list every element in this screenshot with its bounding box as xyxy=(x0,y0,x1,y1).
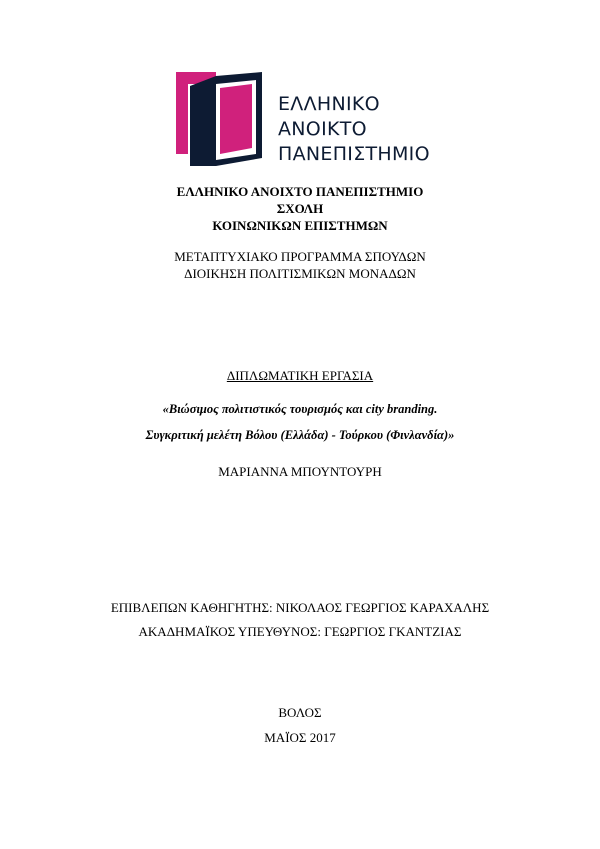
thesis-title-line-1: «Βιώσιμος πολιτιστικός τουρισμός και city branding. xyxy=(162,402,438,416)
city-label: ΒΟΛΟΣ xyxy=(278,705,322,720)
program-subtitle: ΔΙΟΙΚΗΣΗ ΠΟΛΙΤΙΣΜΙΚΩΝ ΜΟΝΑΔΩΝ xyxy=(184,266,416,281)
thesis-title-line-2: Συγκριτική μελέτη Βόλου (Ελλάδα) - Τούρκου (Φινλανδία)» xyxy=(145,428,455,442)
academic-responsible-line: ΑΚΑΔΗΜΑΪΚΟΣ ΥΠΕΥΘΥΝΟΣ: ΓΕΩΡΓΙΟΣ ΓΚΑΝΤΖΙΑΣ xyxy=(138,624,462,639)
program-title: ΜΕΤΑΠΤΥΧΙΑΚΟ ΠΡΟΓΡΑΜΜΑ ΣΠΟΥΔΩΝ xyxy=(174,249,426,264)
logo-wordmark xyxy=(278,92,430,167)
school-label: ΣΧΟΛΗ xyxy=(276,201,324,216)
logo-line-1: ΕΛΛΗΝΙΚΟ xyxy=(278,93,380,115)
supervisor-line: ΕΠΙΒΛΕΠΩΝ ΚΑΘΗΓΗΤΗΣ: ΝΙΚΟΛΑΟΣ ΓΕΩΡΓΙΟΣ ΚΑΡΑΧΑΛΗΣ xyxy=(110,600,490,615)
logo-line-2: ΑΝΟΙΚΤΟ xyxy=(278,118,367,140)
author-name: ΜΑΡΙΑΝΝΑ ΜΠΟΥΝΤΟΥΡΗ xyxy=(218,464,382,479)
school-name: ΚΟΙΝΩΝΙΚΩΝ ΕΠΙΣΤΗΜΩΝ xyxy=(212,218,388,233)
logo-line-3: ΠΑΝΕΠΙΣΤΗΜΙΟ xyxy=(278,143,430,165)
document-type xyxy=(0,368,600,384)
date-label: ΜΑΪΟΣ 2017 xyxy=(264,730,336,745)
document-type-label: ΔΙΠΛΩΜΑΤΙΚΗ ΕΡΓΑΣΙΑ xyxy=(226,368,374,383)
university-name: ΕΛΛΗΝΙΚΟ ΑΝΟΙΧΤΟ ΠΑΝΕΠΙΣΤΗΜΙΟ xyxy=(176,184,424,199)
